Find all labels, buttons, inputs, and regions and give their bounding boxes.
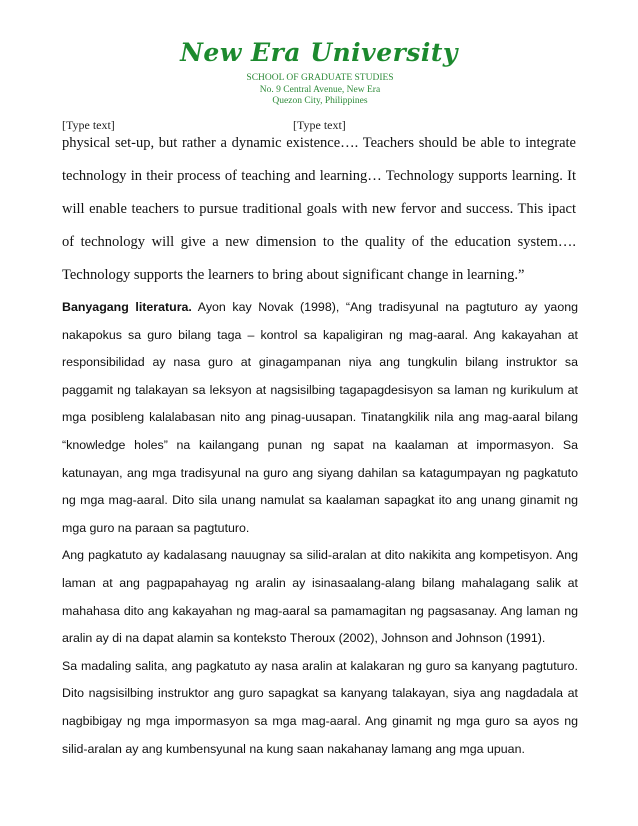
- text-line: ng mga mag-aaral. Dito sila unang namulat sa kaalaman sapagkat ito ang unang ginamit ng: [62, 493, 578, 508]
- section-heading: Banyagang literatura.: [62, 300, 192, 314]
- text-line: [62, 296, 578, 324]
- quote-paragraph: [62, 130, 576, 295]
- text-line: of technology will give a new dimension to the quality of the education system….: [62, 234, 576, 250]
- text-line: aralin ay di na dapat alamin sa konteksto Theroux (2002), Johnson and Johnson (1991).: [62, 631, 546, 646]
- text-line: responsibilidad ay nasa guro at ginagampanan niya ang tungkulin bilang instruktor sa: [62, 355, 578, 370]
- text-line: “knowledge holes” na kailangang punan ng sapat na kaalaman at impormasyon. Sa: [62, 437, 578, 452]
- text-line: technology in their process of teaching and learning… Technology supports learning. It: [62, 168, 576, 184]
- header-placeholder-center[interactable]: [Type text]: [293, 118, 346, 132]
- text-line: Technology supports the learners to bring about significant change in learning.”: [62, 267, 525, 283]
- text-line: paggamit ng talakayan sa leksyon at nagsisilbing tagapagdesisyon sa laman ng kurikulum at: [62, 382, 578, 397]
- text-fragment: Ayon kay Novak (1998), “Ang tradisyunal na pagtuturo ay yaong: [191, 300, 578, 314]
- header-placeholder-left[interactable]: [Type text]: [62, 118, 115, 132]
- text-line: will enable teachers to pursue traditional goals with new fervor and success. This ipact: [62, 201, 576, 217]
- body-text: [62, 296, 578, 765]
- text-line: Sa madaling salita, ang pagkatuto ay nasa aralin at kalakaran ng guro sa kanyang pagtuturo.: [62, 658, 578, 673]
- text-line: katunayan, ang mga tradisyunal na guro ang siyang dahilan sa katagumpayan ng pagkatuto: [62, 465, 578, 480]
- text-line: physical set-up, but rather a dynamic existence…. Teachers should be able to integrate: [62, 135, 576, 151]
- text-line: laman at ang pagpapahayag ng aralin ay isinasaalang-alang bilang mahalagang salik at: [62, 575, 578, 590]
- university-name: New Era University: [180, 38, 458, 67]
- address-line-1: No. 9 Central Avenue, New Era: [259, 85, 381, 95]
- address-line-2: Quezon City, Philippines: [272, 96, 368, 106]
- text-line: nakapokus sa guro bilang taga – kontrol sa kapaligiran ng mag-aaral. Ang kakayahan at: [62, 327, 578, 342]
- text-line: Dito nagsisilbing instruktor ang guro sapagkat sa kanyang talakayan, siya ang nagdadala at: [62, 686, 578, 701]
- text-line: mahahasa dito ang kakayahan ng mag-aaral sa pamamagitan ng pagsasanay. Ang laman ng: [62, 603, 578, 618]
- school-name: SCHOOL OF GRADUATE STUDIES: [246, 73, 394, 83]
- text-line: silid-aralan ay ang kumbensyunal na kung saan nakahanay lamang ang mga upuan.: [62, 741, 525, 756]
- text-line: mga guro na paraan sa pagtuturo.: [62, 520, 250, 535]
- text-line: mga posibleng kalalabasan nito ang pinag-uusapan. Tinatangkilik nila ang mag-aaral bilang: [62, 410, 578, 425]
- text-line: nagbibigay ng mga impormasyon sa mga mag-aaral. Ang ginamit ng mga guro sa ayos ng: [62, 713, 578, 728]
- text-line: Ang pagkatuto ay kadalasang nauugnay sa silid-aralan at dito nakikita ang kompetisyon. Ang: [62, 548, 578, 563]
